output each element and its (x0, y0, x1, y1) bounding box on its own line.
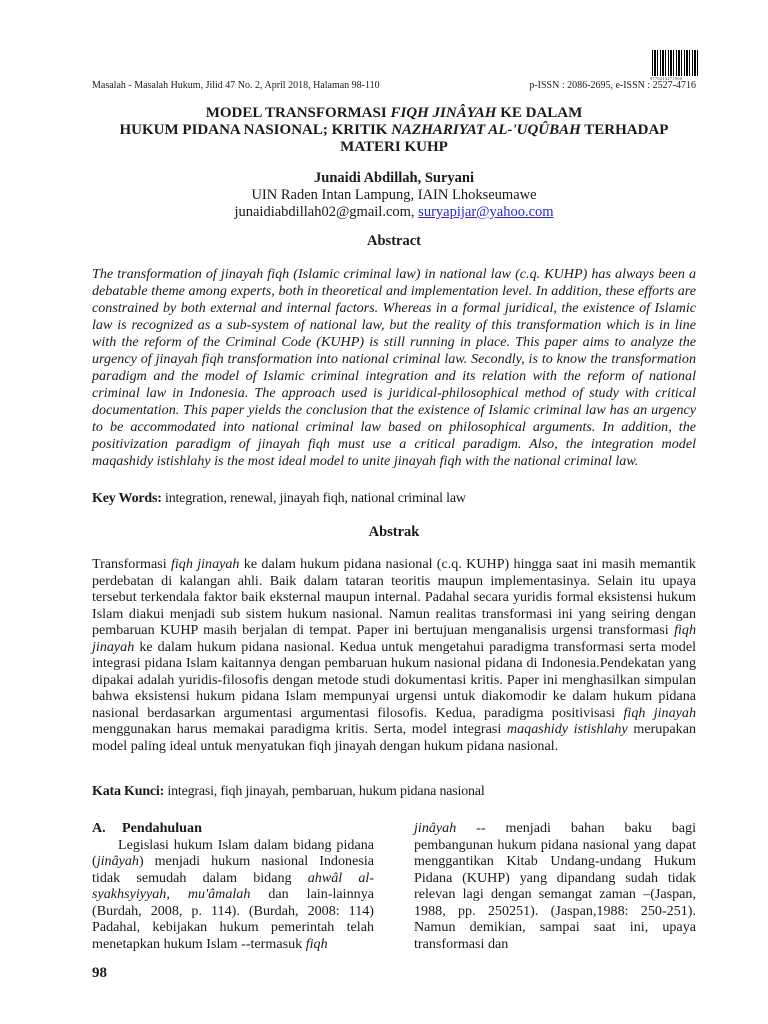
abstrak-italic: fiqh jinayah (623, 704, 696, 721)
title-text: KE DALAM (496, 105, 583, 121)
body-italic: fiqh (305, 935, 328, 952)
abstrak-text: ke dalam hukum pidana nasional. Kedua untuk mengetahui paradigma transformasi serta model integrasi pidana Islam kaitannya dengan pembaruan hukum nasional pidana di Indonesia.Pendekatan yang dipakai adalah yuridis-filosofis dengan metode studi dokumentasi kritis. Paper ini menghasilkan simpulan bahwa eksistensi hukum pidana Islam mempunyai urgensi untuk diakomodir ke dalam hukum pidana nasional berdasarkan argumentasi argumentasi filosofis. Kedua, paradigma positivisasi (92, 638, 696, 721)
abstract-english: The transformation of jinayah fiqh (Islamic criminal law) in national law (c.q. KUHP) has always been a debatable theme among experts, both in theoretical and implementation level. In addition, these efforts are constrained by both external and internal factors. Whereas in a formal juridical, the existence of Islamic law is recognized as a sub-system of national law, but the reality of this transformation which is in line with the reform of the Criminal Code (KUHP) is still running in place. This paper aims to analyze the urgency of jinayah fiqh transformation into national criminal law. Secondly, is to know the transformation paradigm and the model of Islamic criminal integration and its relation with the reform of national criminal law in Indonesia. The approach used is juridical-philosophical method of study with critical documentation. This paper yields the conclusion that the existence of Islamic criminal law has an urgency to be accommodated into national criminal law based on philosophical arguments. In addition, the positivization paradigm of jinayah fiqh must use a critical paradigm. Also, the integration model maqashidy istishlahy is the most ideal model to unite jinayah fiqh with the national criminal law. (92, 266, 696, 469)
page-number: 98 (92, 965, 107, 981)
author-names: Junaidi Abdillah, Suryani (314, 170, 474, 186)
author-emails (92, 204, 696, 221)
title-text: HUKUM PIDANA NASIONAL; KRITIK (119, 122, 392, 138)
abstrak-text: Transformasi (92, 556, 171, 572)
email-text: junaidiabdillah02@gmail.com, (234, 204, 419, 220)
section-title: Pendahuluan (122, 820, 202, 836)
body-text: ) menjadi hukum nasional Indonesia tidak semudah dalam bidang (92, 853, 374, 886)
body-text: , (166, 886, 188, 902)
section-heading (92, 820, 374, 837)
journal-info: Masalah - Masalah Hukum, Jilid 47 No. 2, April 2018, Halaman 98-110 (92, 80, 380, 91)
barcode-number: 9770215271900 (650, 76, 683, 81)
abstract-indonesian (92, 556, 696, 754)
keywords-label: Key Words: (92, 491, 162, 506)
abstrak-italic: fiqh jinayah (92, 622, 696, 655)
body-text: Legislasi hukum Islam dalam bidang pidana ( (92, 836, 374, 869)
body-column-right (414, 820, 696, 952)
abstrak-text: merupakan model paling ideal untuk menyatukan fiqh jinayah dengan hukum pidana nasional. (92, 721, 696, 754)
author-affiliation: UIN Raden Intan Lampung, IAIN Lhokseumawe (251, 187, 537, 203)
email-link[interactable]: suryapijar@yahoo.com (418, 204, 554, 220)
kata-kunci-text: integrasi, fiqh jinayah, pembaruan, hukum pidana nasional (164, 784, 485, 799)
keywords-indonesian (92, 784, 696, 800)
title-italic: FIQH JINÂYAH (390, 105, 497, 121)
abstract-heading: Abstract (367, 233, 421, 249)
issn-info: p-ISSN : 2086-2695, e-ISSN : 2527-4716 (529, 80, 696, 91)
kata-kunci-label: Kata Kunci: (92, 784, 165, 799)
paper-title (92, 105, 696, 156)
keywords-text: integration, renewal, jinayah fiqh, national criminal law (161, 491, 466, 506)
abstrak-text: ke dalam hukum pidana nasional (c.q. KUHP) hingga saat ini masih memantik perdebatan di kalangan ahli. Baik dalam tataran teoritis maupun implementasinya. Selain itu upaya tersebut terkendala faktor baik eksternal maupun internal. Padahal secara yuridis formal eksistensi hukum Islam diakui menjadi sub sistem hukum nasional. Namun realitas transformasi ini yang seiring dengan pembaruan KUHP masih berjalan di tempat. Paper ini bertujuan menganalisis urgensi transformasi (92, 556, 696, 638)
body-paragraph (92, 837, 374, 953)
body-text: -- menjadi bahan baku bagi pembangunan hukum pidana nasional yang dapat menggantikan Kitab Undang-undang Hukum Pidana (KUHP) yang dipandang sudah tidak relevan lagi dengan semangat zaman –(Jaspan, 1988, pp. 250251). (Jaspan,1988: 250-251). Namun demikian, sampai saat ini, upaya transformasi dan (414, 820, 696, 952)
body-italic: jinâyah (96, 853, 139, 869)
abstrak-italic: fiqh jinayah (170, 556, 240, 572)
title-italic: NAZHARIYAT AL-'UQÛBAH (391, 122, 581, 138)
author-block (92, 170, 696, 221)
body-column-left (92, 820, 374, 952)
title-text: TERHADAP (580, 122, 669, 138)
title-text: MODEL TRANSFORMASI (205, 105, 391, 121)
body-italic: ahwâl al-syakhsyiyyah (92, 869, 374, 902)
body-text: dan lain-lainnya (Burdah, 2008, p. 114). (Burdah, 2008: 114) Padahal, kebijakan hukum pemerintah telah menetapkan hukum Islam --termasuk (92, 886, 374, 952)
section-number: A. (92, 820, 106, 836)
title-text: MATERI KUHP (340, 139, 448, 155)
abstrak-italic: maqashidy istishlahy (506, 721, 628, 737)
abstrak-heading: Abstrak (368, 524, 420, 540)
keywords-english (92, 491, 696, 507)
body-italic: jinâyah (414, 820, 457, 836)
body-paragraph (414, 820, 696, 952)
barcode-image (652, 50, 700, 76)
abstrak-text: menggunakan harus memakai paradigma kritis. Serta, model integrasi (92, 721, 507, 737)
body-italic: mu'âmalah (187, 886, 251, 902)
